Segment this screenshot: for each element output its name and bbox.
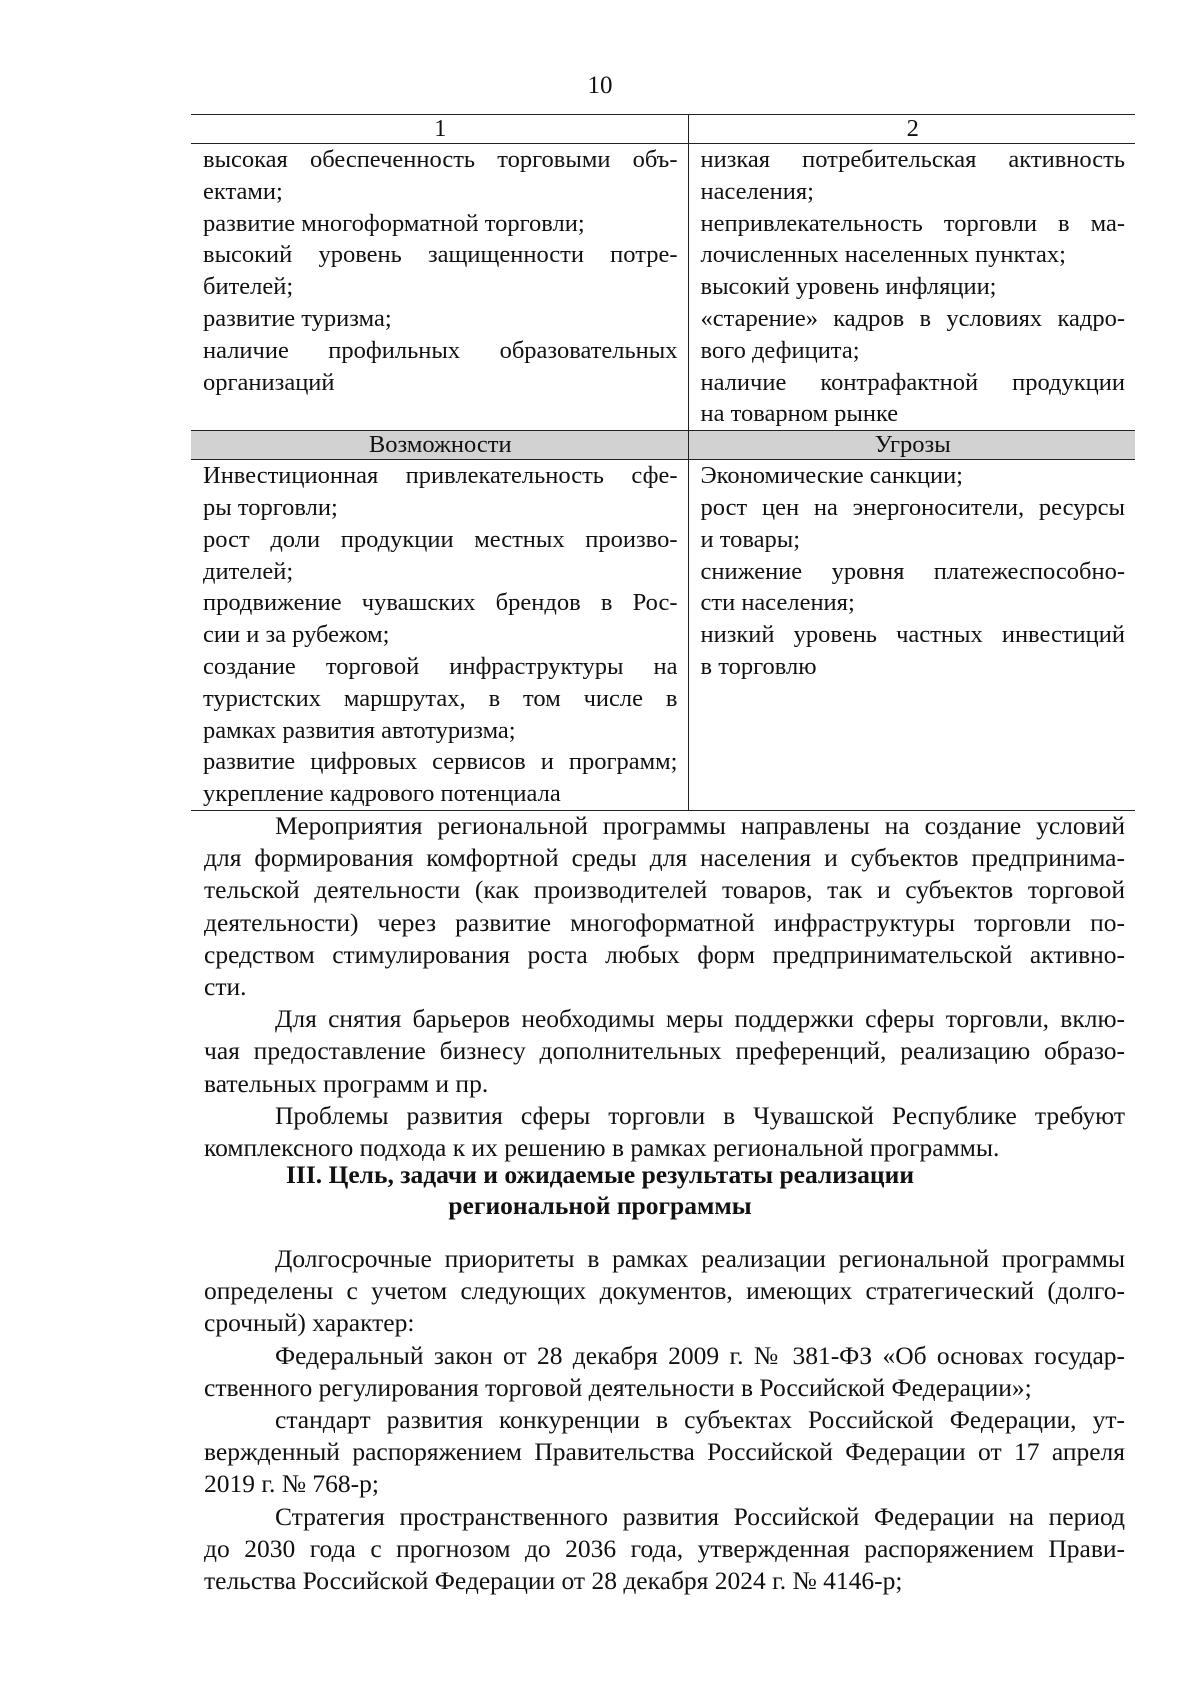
paragraph-line: Долгосрочные приоритеты в рамках реализации региональной программы [275,1244,1125,1273]
cell-line: снижение уровня платежеспособно- [700,557,1125,585]
cell-line: ектами; [203,177,283,205]
paragraph-line: деятельности) через развитие многоформатной инфраструктуры торговли по- [204,907,1125,937]
column-header-2: 2 [688,115,1135,144]
paragraph-line: средством стимулирования роста любых форм предпринимательской активно- [204,939,1125,969]
paragraph-line: комплексного подхода к их решению в рамках региональной программы. [204,1133,1000,1163]
paragraph-line: срочный) характер: [204,1308,415,1338]
cell-line: вого дефицита; [700,336,860,364]
paragraph-line: Федеральный закон от 28 декабря 2009 г. № 381-ФЗ «Об основах государ- [275,1340,1125,1370]
cell-line: лочисленных населенных пунктах; [700,241,1066,269]
body-text-block-1 [204,810,1125,1164]
paragraph-line: тельской деятельности (как производителей товаров, так и субъектов торговой [204,875,1125,905]
cell-line: наличие контрафактной продукции [700,368,1125,396]
cell-line: высокий уровень защищенности потре- [203,241,678,269]
cell-line: продвижение чувашских брендов в Рос- [203,589,678,617]
cell-line: укрепление кадрового потенциала [203,780,561,808]
body-text-block-2 [204,1243,1125,1597]
paragraph-line: определены с учетом следующих документов, имеющих стратегический (долго- [204,1276,1125,1306]
opportunities-header: Возможности [191,431,688,460]
weaknesses-cell [688,144,1135,431]
cell-line: сти населения; [700,589,855,617]
cell-line: наличие профильных образовательных [203,336,678,364]
paragraph-line: вательных программ и пр. [204,1068,489,1098]
cell-line: ры торговли; [203,493,338,521]
threats-cell [688,460,1135,811]
cell-line: рамках развития автотуризма; [203,716,516,744]
cell-line: Инвестиционная привлекательность сфе- [203,462,678,490]
cell-line: организаций [203,368,335,396]
paragraph-line: вержденный распоряжением Правительства Российской Федерации от 17 апреля [204,1437,1125,1467]
strengths-cell [191,144,688,431]
paragraph-line: Проблемы развития сферы торговли в Чувашской Республике требуют [275,1100,1125,1130]
paragraph-line: сти. [204,972,247,1002]
cell-line: развитие туризма; [203,304,392,332]
opportunities-cell [191,460,688,811]
paragraph-line: чая предоставление бизнесу дополнительных преференций, реализацию образо- [204,1036,1125,1066]
paragraph-line: Стратегия пространственного развития Российской Федерации на период [275,1501,1125,1531]
cell-line: населения; [700,177,814,205]
cell-line: рост доли продукции местных произво- [203,525,678,553]
paragraph-line: тельства Российской Федерации от 28 декабря 2024 г. № 4146-р; [204,1566,903,1596]
cell-line: создание торговой инфраструктуры на [203,652,678,680]
page-number: 10 [587,72,613,99]
paragraph-line: до 2030 года с прогнозом до 2036 года, утвержденная распоряжением Прави- [204,1533,1125,1563]
cell-line: высокая обеспеченность торговыми объ- [203,146,678,173]
cell-line: низкий уровень частных инвестиций [700,621,1125,649]
swot-table [191,114,1135,811]
table-row [191,144,1135,431]
section-heading [0,1159,1200,1221]
cell-line: в торговлю [700,652,817,680]
cell-line: на товарном рынке [700,400,899,428]
paragraph-line: ственного регулирования торговой деятельности в Российской Федерации»; [204,1372,1032,1402]
cell-line: «старение» кадров в условиях кадро- [700,304,1125,332]
cell-line: развитие цифровых сервисов и программ; [203,748,678,776]
cell-line: дителей; [203,557,294,585]
cell-line: развитие многоформатной торговли; [203,209,585,237]
paragraph-line: Для снятия барьеров необходимы меры поддержки сферы торговли, вклю- [275,1004,1125,1034]
cell-line: бителей; [203,273,294,301]
cell-line: Экономические санкции; [700,462,963,490]
cell-line: высокий уровень инфляции; [700,273,997,301]
paragraph-line: стандарт развития конкуренции в субъектах Российской Федерации, ут- [275,1405,1125,1435]
paragraph-line: Мероприятия региональной программы направлены на создание условий [275,811,1125,840]
section-heading-line: III. Цель, задачи и ожидаемые результаты реализации [285,1160,915,1189]
paragraph-line: 2019 г. № 768-р; [204,1469,379,1499]
paragraph-line: для формирования комфортной среды для населения и субъектов предпринима- [204,843,1125,873]
table-header-row [191,115,1135,144]
threats-header: Угрозы [688,431,1135,460]
cell-line: рост цен на энергоносители, ресурсы [700,493,1125,521]
section-heading-line: региональной программы [448,1191,752,1220]
cell-line: сии и за рубежом; [203,621,390,649]
cell-line: непривлекательность торговли в ма- [700,209,1125,237]
cell-line: низкая потребительская активность [700,146,1125,173]
cell-line: туристских маршрутах, в том числе в [203,684,678,712]
table-row [191,460,1135,811]
column-header-1: 1 [191,115,688,144]
cell-line: и товары; [700,525,801,553]
table-subheader-row [191,431,1135,460]
